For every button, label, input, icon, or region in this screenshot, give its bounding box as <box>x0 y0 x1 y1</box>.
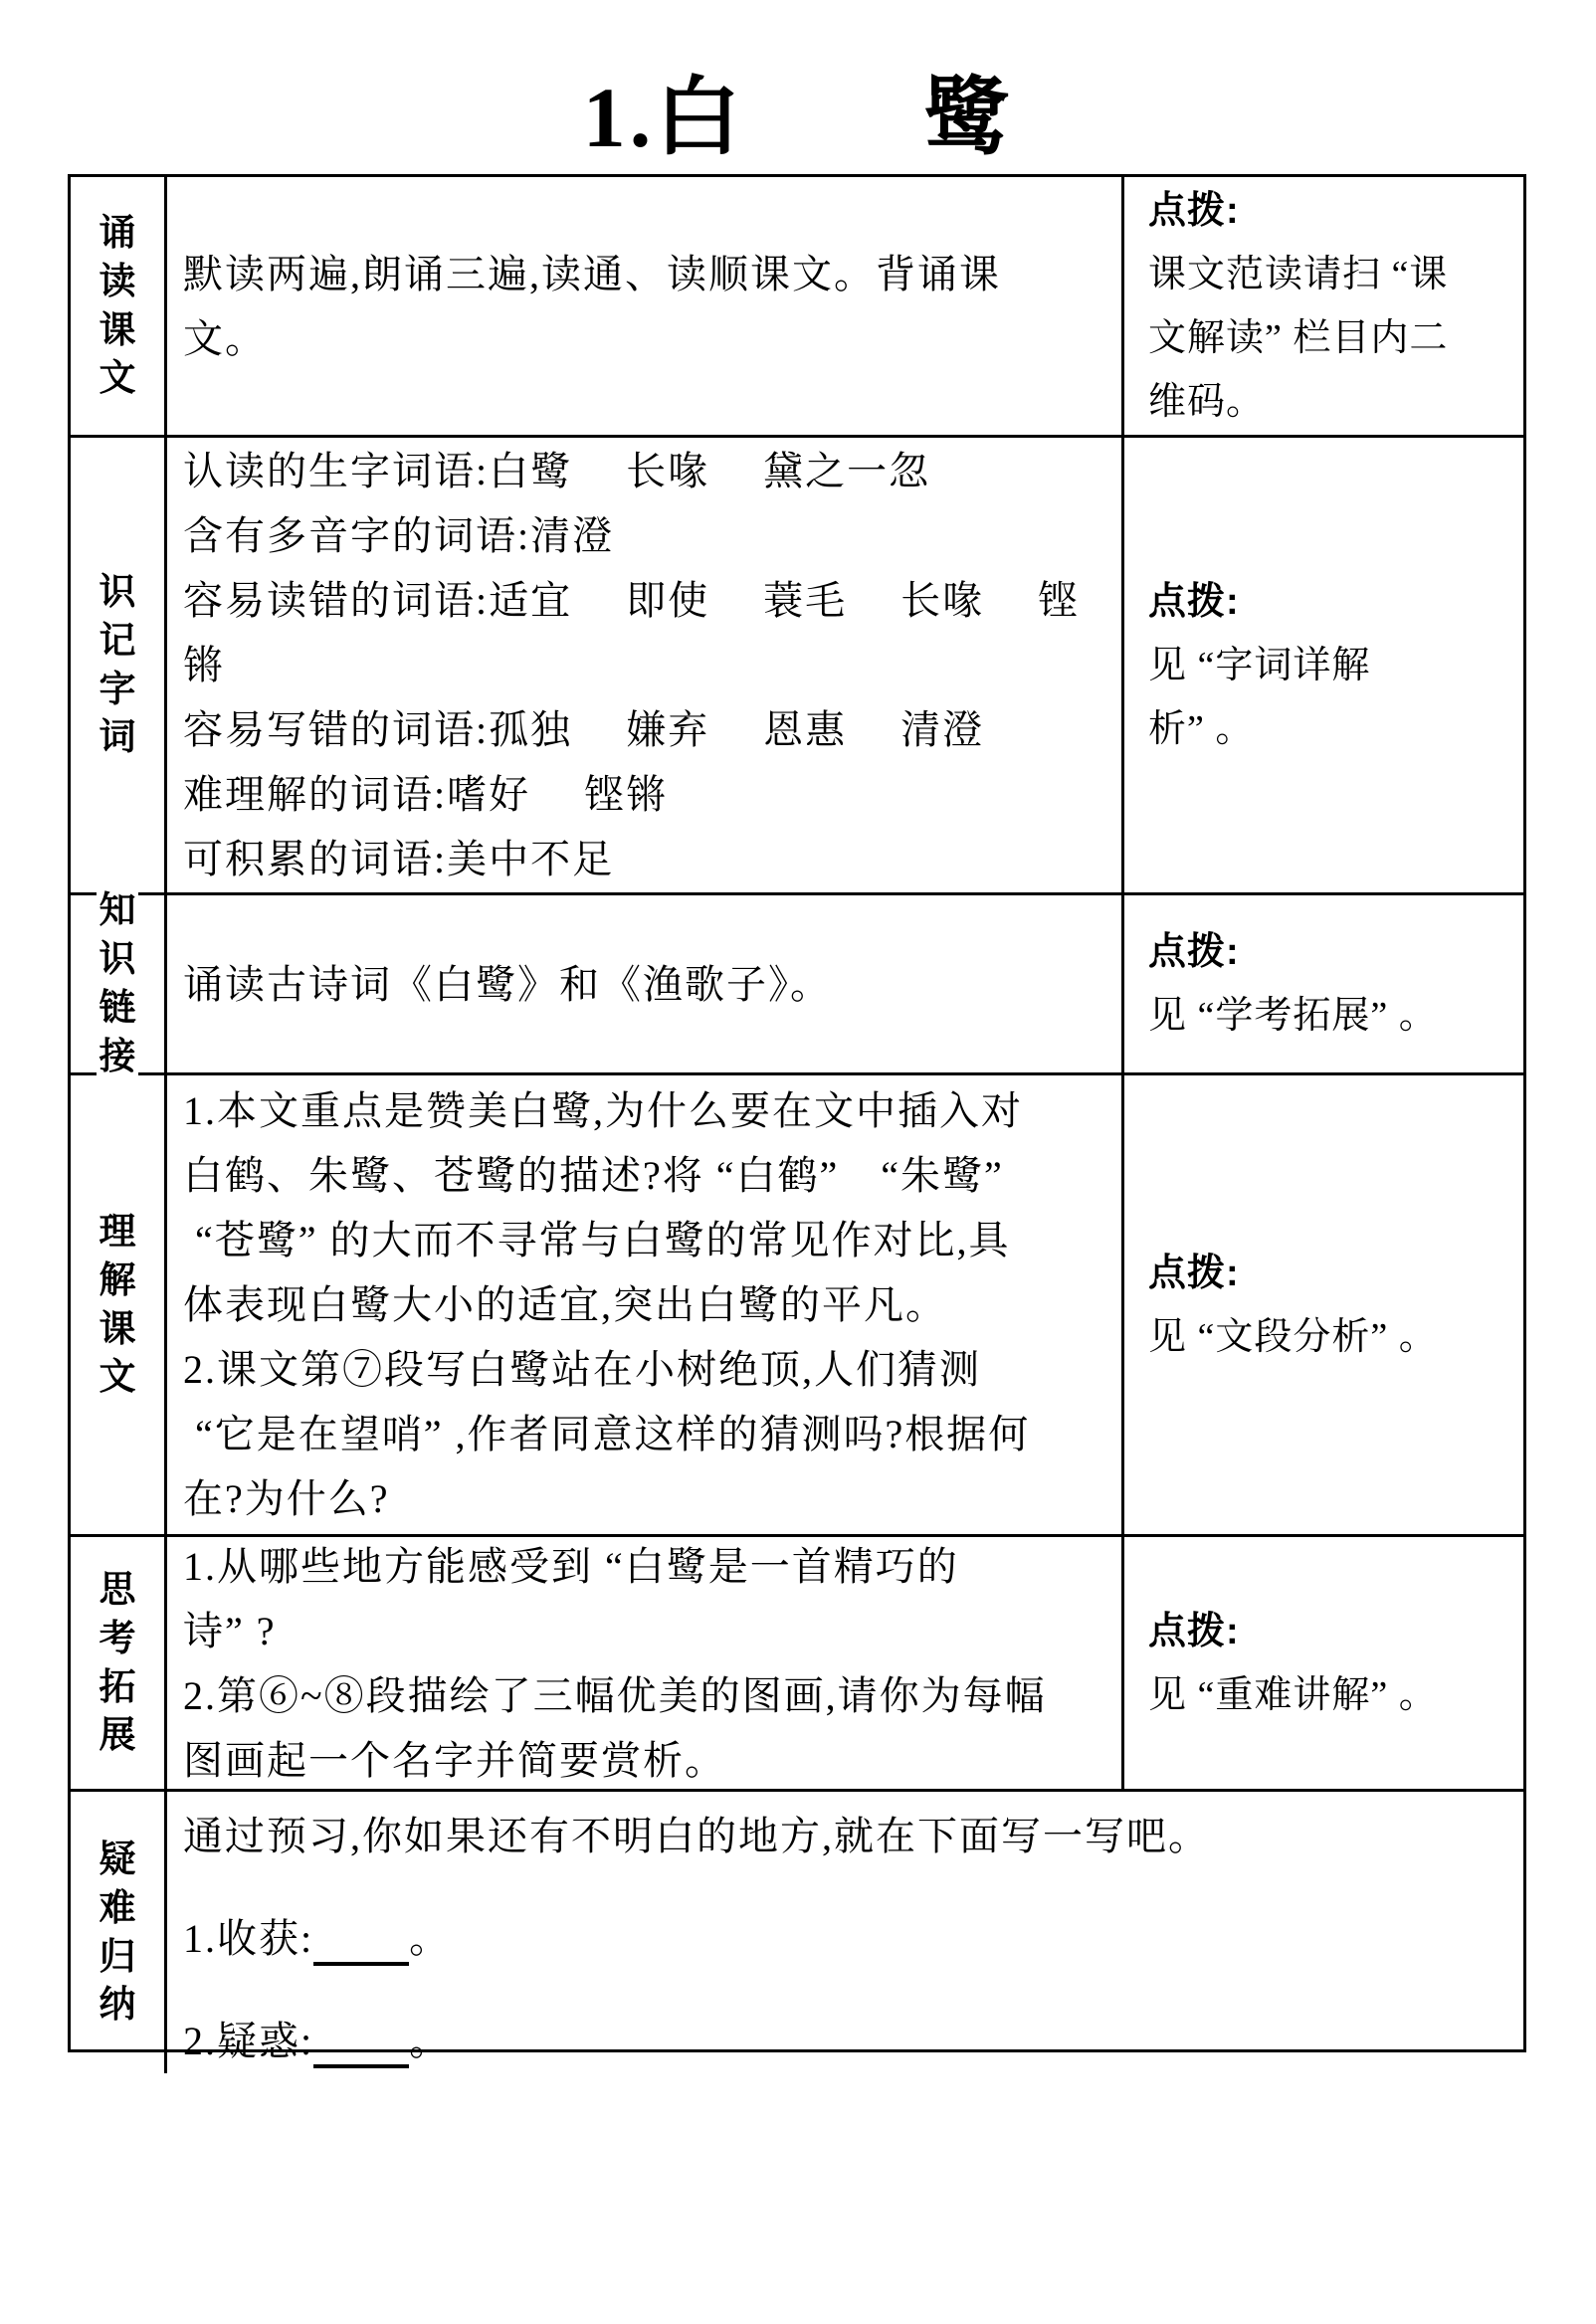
tip-cell <box>1124 1537 1523 1789</box>
tip-line: 见 “重难讲解” 。 <box>1148 1673 1438 1716</box>
fill-label: 2.疑惑: <box>183 2019 314 2063</box>
tip-cell <box>1124 438 1523 892</box>
row-header-cell <box>71 438 167 892</box>
content-line: 1.本文重点是赞美白鹭,为什么要在文中插入对 <box>183 1088 1023 1133</box>
blank-line <box>313 2031 409 2068</box>
content-line: 难理解的词语:嗜好 铿锵 <box>183 772 669 817</box>
tip-line: 见 “字词详解 <box>1148 644 1371 686</box>
content-line: 2.第⑥~⑧段描绘了三幅优美的图画,请你为每幅 <box>183 1672 1047 1718</box>
tip-line: 文解读” 栏目内二 <box>1148 316 1449 359</box>
tip-line: 析” 。 <box>1148 707 1255 750</box>
row-header-recite: 诵读课文 <box>97 209 138 403</box>
content-cell <box>167 1537 1124 1789</box>
tip-label: 点拨: <box>1148 189 1240 232</box>
row-header-thinking: 思考拓展 <box>97 1566 138 1760</box>
tip-cell <box>1124 895 1523 1072</box>
row-header-summary: 疑难归纳 <box>97 1836 138 2030</box>
blank-line <box>313 1928 409 1966</box>
row-header-comprehension: 理解课文 <box>97 1208 138 1402</box>
content-line: 容易写错的词语:孤独 嫌弃 恩惠 清澄 <box>183 707 985 752</box>
content-line: 可积累的词语:美中不足 <box>183 837 615 881</box>
content-line: 体表现白鹭大小的适宜,突出白鹭的平凡。 <box>183 1282 947 1327</box>
fill-after: 。 <box>409 1916 452 1961</box>
tip-line: 维码。 <box>1148 380 1266 423</box>
content-line: 诵读古诗词《白鹭》和《渔歌子》。 <box>183 961 832 1007</box>
tip-label: 点拨: <box>1148 931 1240 973</box>
page-title: 1.白 鹭 <box>582 70 1014 165</box>
tip-label: 点拨: <box>1148 1252 1240 1294</box>
table-row-knowledge <box>71 889 1523 1076</box>
fill-item-doubt <box>183 2009 1513 2073</box>
content-cell <box>167 1075 1124 1534</box>
content-line: 2.课文第⑦段写白鹭站在小树绝顶,人们猜测 <box>183 1347 981 1392</box>
tip-line: 见 “文段分析” 。 <box>1148 1315 1438 1358</box>
content-line: 认读的生字词语:白鹭 长喙 黛之一忽 <box>183 449 931 493</box>
study-table <box>68 174 1526 2063</box>
tip-line: 见 “学考拓展” 。 <box>1148 995 1438 1037</box>
content-line: 诗” ? <box>183 1608 277 1653</box>
tip-label: 点拨: <box>1148 1610 1240 1652</box>
table-row-words <box>71 438 1523 895</box>
tip-cell <box>1124 177 1523 435</box>
tip-line: 课文范读请扫 “课 <box>1148 253 1449 295</box>
fill-item-gain <box>183 1906 1513 1971</box>
table-row-comprehension <box>71 1075 1523 1537</box>
row-header-cell <box>71 1792 167 2073</box>
content-cell <box>167 177 1124 435</box>
content-line: “苍鹭” 的大而不寻常与白鹭的常见作对比,具 <box>183 1218 1011 1262</box>
row-header-words: 识记字词 <box>97 568 138 762</box>
row-header-cell <box>71 177 167 435</box>
content-line: 文。 <box>183 315 267 361</box>
tip-cell <box>1124 1075 1523 1534</box>
tip-lines <box>1148 243 1515 434</box>
content-line: 白鹤、朱鹭、苍鹭的描述?将 “白鹤” “朱鹭” <box>183 1153 1004 1198</box>
content-line: 锵 <box>183 643 225 687</box>
content-line: 容易读错的词语:适宜 即使 蓑毛 长喙 铿 <box>183 578 1081 623</box>
content-line: 1.从哪些地方能感受到 “白鹭是一首精巧的 <box>183 1543 959 1589</box>
tip-label: 点拨: <box>1148 580 1240 623</box>
row-header-cell <box>71 1075 167 1534</box>
fill-after: 。 <box>409 2019 452 2063</box>
content-line: 含有多音字的词语:清澄 <box>183 513 615 558</box>
content-line: 默读两遍,朗诵三遍,读通、读顺课文。背诵课 <box>183 251 1001 296</box>
tip-lines <box>1148 984 1515 1048</box>
table-row-thinking <box>71 1537 1523 1792</box>
fill-label: 1.收获: <box>183 1916 314 1961</box>
content-cell <box>167 438 1124 892</box>
content-line: “它是在望哨” ,作者同意这样的猜测吗?根据何 <box>183 1412 1031 1456</box>
summary-cell <box>167 1792 1523 2073</box>
content-line: 在?为什么? <box>183 1476 390 1521</box>
table-row-summary <box>71 1792 1523 2073</box>
content-line: 图画起一个名字并简要赏析。 <box>183 1737 726 1783</box>
row-header-cell <box>71 889 167 1076</box>
summary-intro: 通过预习,你如果还有不明白的地方,就在下面写一写吧。 <box>183 1814 1210 1858</box>
tip-lines <box>1148 634 1515 761</box>
table-row-recite <box>71 177 1523 438</box>
content-cell <box>167 895 1124 1072</box>
row-header-knowledge: 知识链接 <box>97 886 138 1080</box>
row-header-cell <box>71 1537 167 1789</box>
tip-lines <box>1148 1663 1515 1727</box>
tip-lines <box>1148 1305 1515 1369</box>
